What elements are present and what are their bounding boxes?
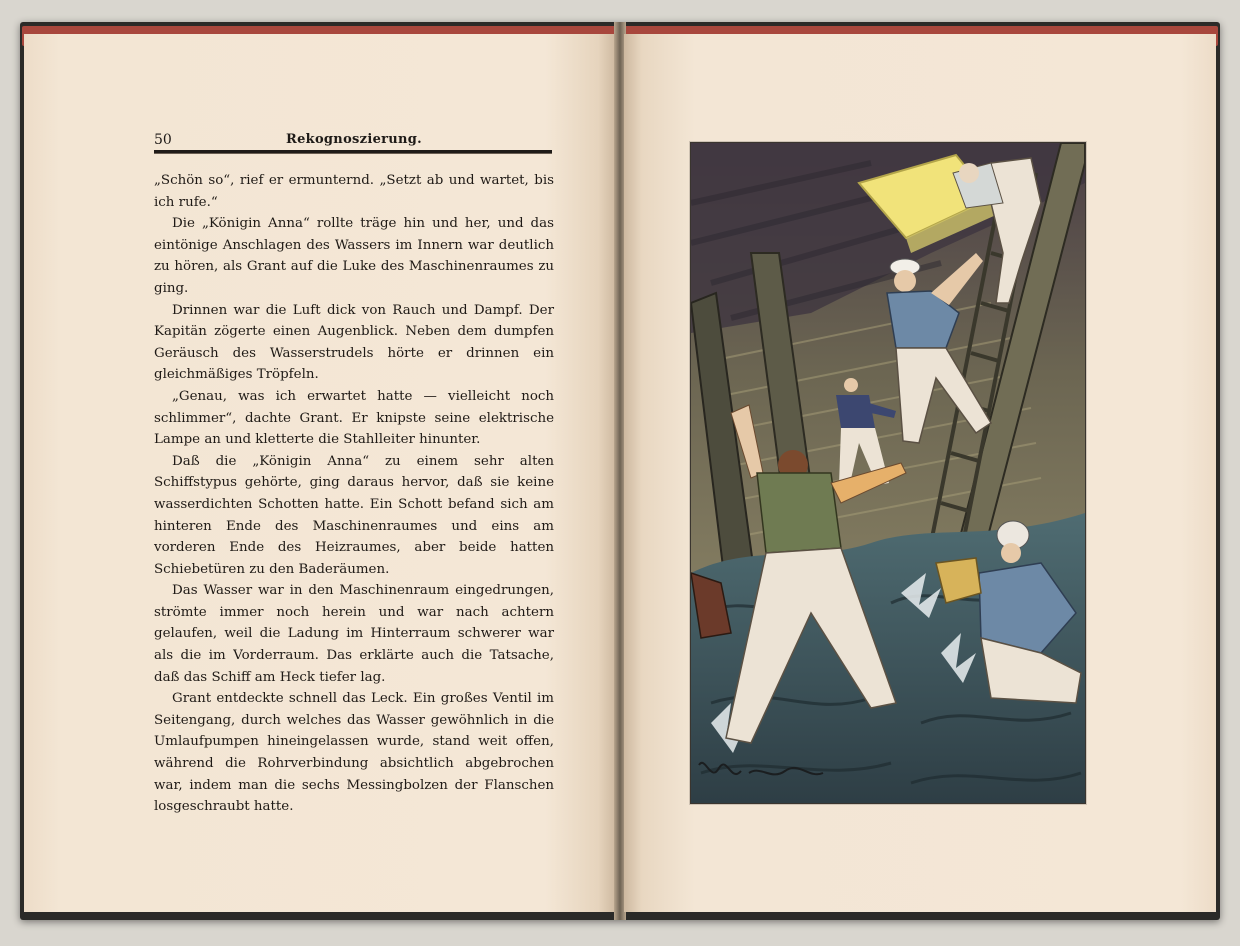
- paragraph: Das Wasser war in den Maschinenraum eingedrungen, strömte immer noch herein und war nach achtern gelaufen, weil die Ladung im Hinterraum schwerer war als die im Vorderraum. Das erklärte auch die Tatsache, daß das Schiff am Heck tiefer lag.: [154, 583, 554, 685]
- paragraph: „Schön so“, rief er ermunternd. „Setzt ab und wartet, bis ich rufe.“: [154, 173, 554, 210]
- header-rule: [154, 150, 552, 154]
- paragraph: Daß die „Königin Anna“ zu einem sehr alten Schiffstypus gehörte, ging daraus hervor, daß sie keine wasserdichten Schotten hatte. Ein Schott befand sich am hinteren Ende des Maschinenraumes und eins am vorderen Ende des Heizraumes, aber beide hatten Schiebetüren zu den Baderäumen.: [154, 453, 554, 577]
- left-page: [24, 34, 616, 912]
- engine-room-illustration: [690, 142, 1086, 804]
- body-text: [154, 170, 554, 818]
- paragraph: Drinnen war die Luft dick von Rauch und Dampf. Der Kapitän zögerte einen Augenblick. Neben dem dumpfen Geräusch des Wasserstrudels hörte er drinnen ein gleichmäßiges Tröpfeln.: [154, 302, 554, 383]
- paragraph: „Genau, was ich erwartet hatte — vielleicht noch schlimmer“, dachte Grant. Er knipste seine elektrische Lampe an und kletterte die Stahlleiter hinunter.: [154, 388, 554, 448]
- illustration-drawing: [691, 143, 1085, 803]
- page-header: [154, 130, 554, 152]
- paragraph: Grant entdeckte schnell das Leck. Ein großes Ventil im Seitengang, durch welches das Wasser gewöhnlich in die Umlaufpumpen hineingelassen wurde, stand weit offen, während die Rohrverbindung absichtlich abgebrochen war, indem man die sechs Messingbolzen der Flanschen losgeschraubt hatte.: [154, 691, 554, 815]
- right-page: [624, 34, 1216, 912]
- page-number: 50: [154, 132, 172, 148]
- open-book: [20, 22, 1220, 920]
- running-head: Rekognoszierung.: [285, 132, 423, 147]
- paragraph: Die „Königin Anna“ rollte träge hin und her, und das eintönige Anschlagen des Wassers im Innern war deutlich zu hören, als Grant auf die Luke des Maschinenraumes zu ging.: [154, 216, 554, 296]
